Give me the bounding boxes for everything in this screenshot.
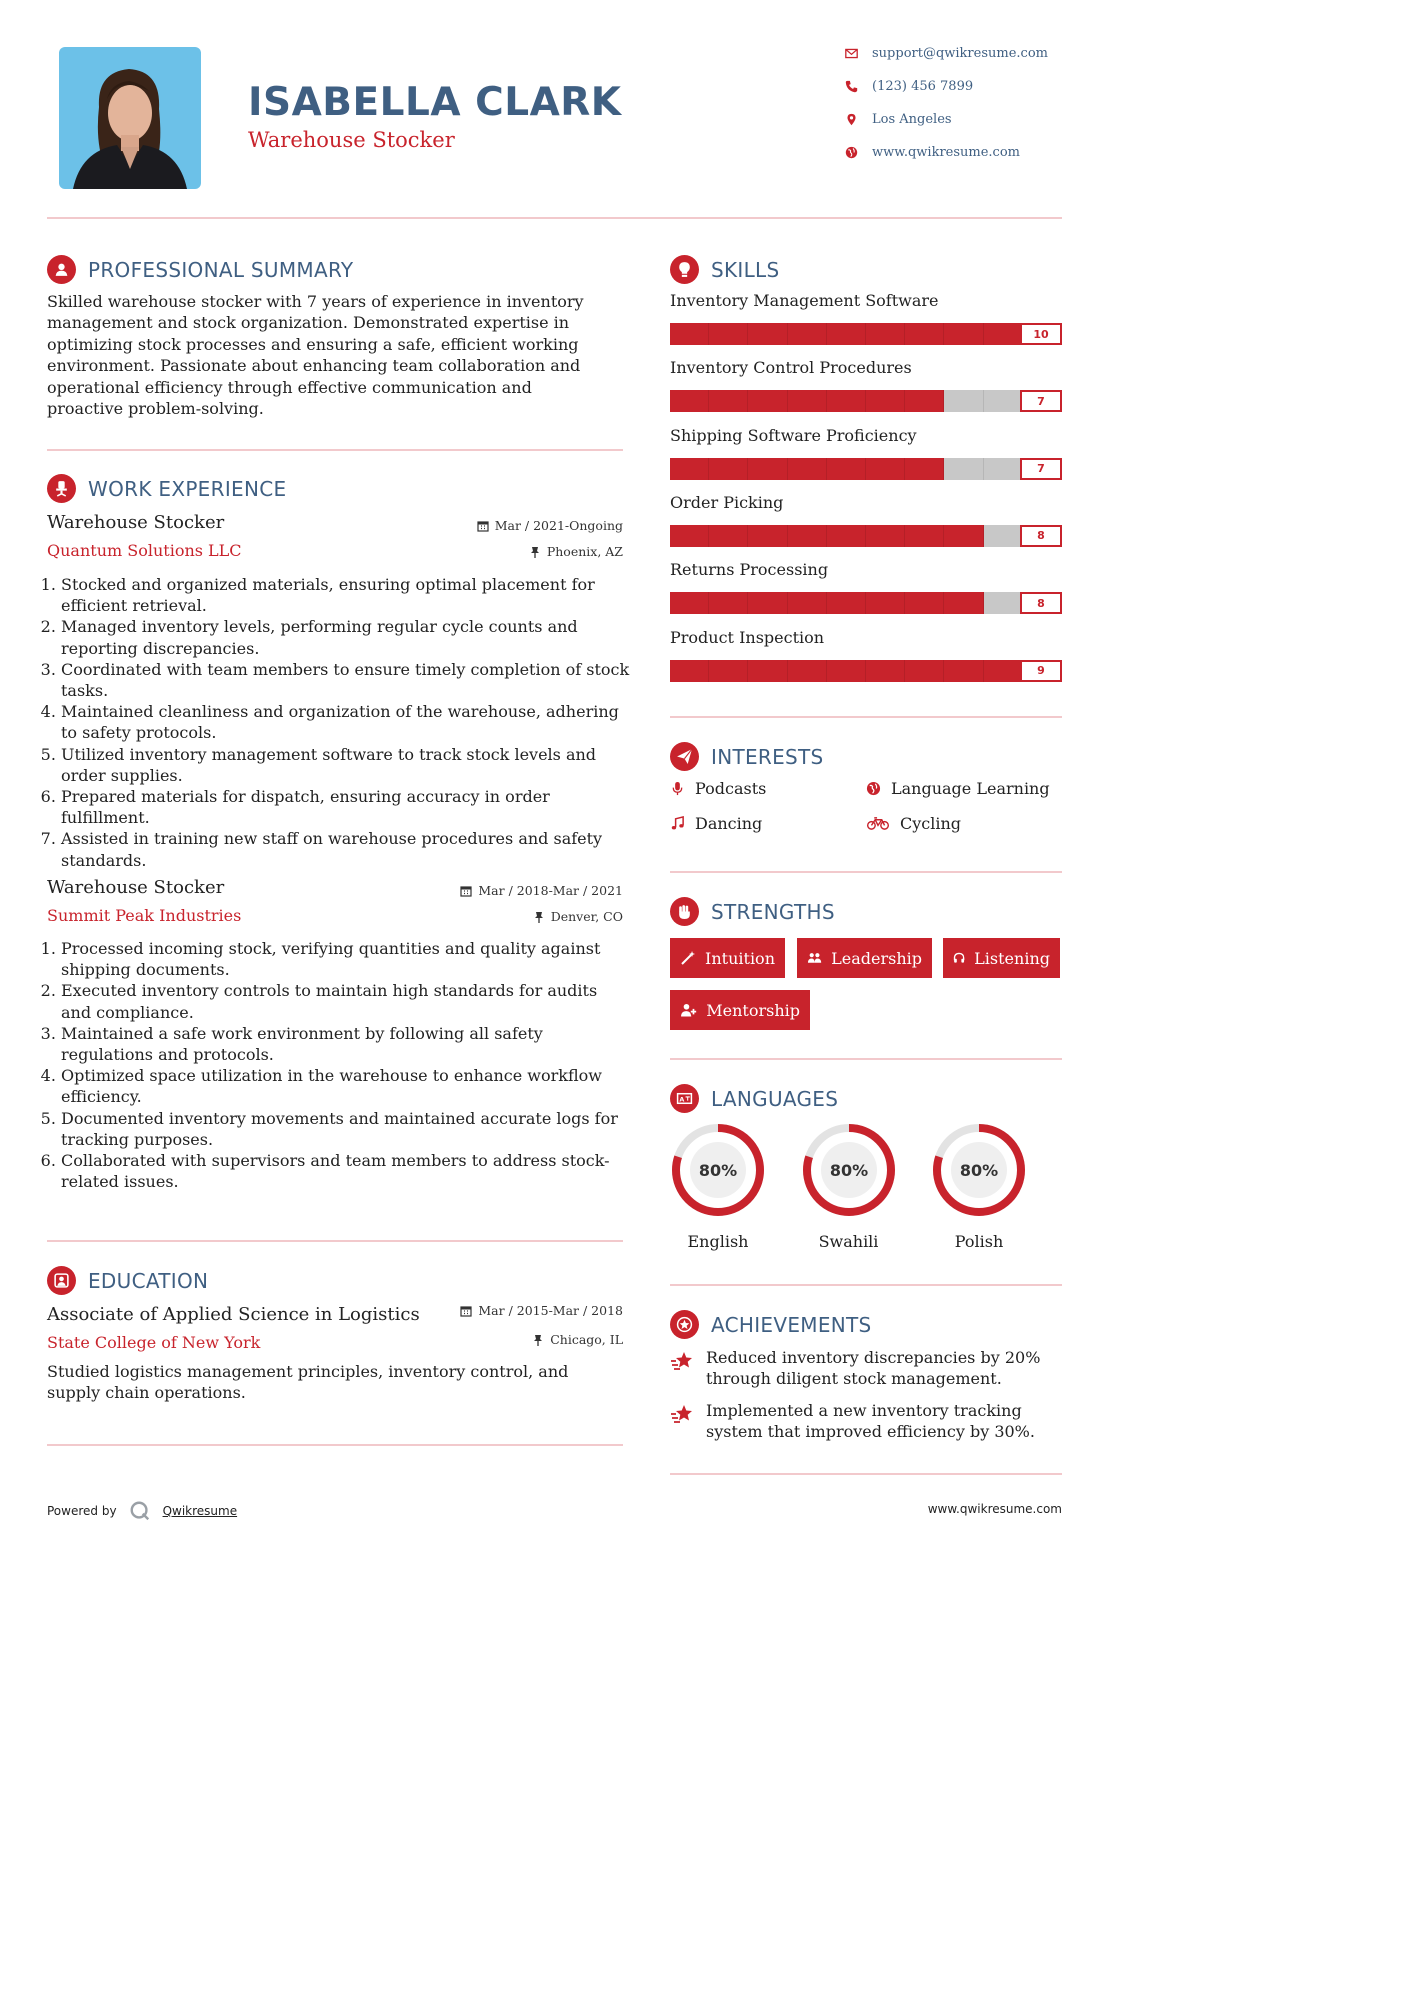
- education-dates-text: Mar / 2015-Mar / 2018: [478, 1303, 623, 1318]
- envelope-icon: [845, 47, 858, 60]
- language-percent: 80%: [829, 1161, 868, 1180]
- strength-chip: [943, 938, 1060, 978]
- interests-heading-text: INTERESTS: [711, 744, 824, 769]
- skill-bar-segment: [709, 660, 748, 682]
- skill-bar-segment: [748, 525, 787, 547]
- list-item: 6. Prepared materials for dispatch, ensuring accuracy in order fulfillment.: [61, 786, 631, 828]
- skill-bar: [670, 660, 1062, 682]
- fist-icon: [670, 897, 699, 926]
- skill-bar-segment: [866, 592, 905, 614]
- star-badge-icon: [670, 1310, 699, 1339]
- education-heading-text: EDUCATION: [88, 1268, 209, 1293]
- education-heading: [47, 1266, 208, 1295]
- list-item: 5. Documented inventory movements and maintained accurate logs for tracking purposes.: [61, 1108, 631, 1150]
- location-pin-icon: [845, 113, 858, 126]
- pushpin-icon: [532, 1334, 544, 1346]
- job-1-company: Quantum Solutions LLC: [47, 541, 242, 560]
- skill-bar-segment: [709, 323, 748, 345]
- skill-bar-segment: [670, 323, 709, 345]
- list-item: 4. Maintained cleanliness and organization of the warehouse, adhering to safety protocols.: [61, 701, 631, 743]
- education-dates: [373, 1303, 623, 1318]
- skill-bar-segment: [788, 660, 827, 682]
- interests-heading: [670, 742, 824, 771]
- list-item: 2. Managed inventory levels, performing regular cycle counts and reporting discrepancies.: [61, 616, 631, 658]
- skill-bar-segment: [827, 660, 866, 682]
- shooting-star-icon: [670, 1349, 696, 1373]
- interest-item: [670, 779, 766, 798]
- skill-bar-segment: [944, 458, 983, 480]
- globe-icon: [845, 146, 858, 159]
- interest-item: [866, 814, 961, 833]
- achievement-text: Reduced inventory discrepancies by 20% through diligent stock management.: [706, 1348, 1041, 1389]
- achievement-item: [670, 1400, 1062, 1443]
- interest-label: Language Learning: [891, 779, 1050, 798]
- music-note-icon: [670, 816, 685, 831]
- strength-chip: [670, 938, 785, 978]
- summary-divider: [47, 449, 623, 451]
- skill-bar-segment: [905, 592, 944, 614]
- bicycle-icon: [866, 816, 890, 831]
- paper-plane-icon: [670, 742, 699, 771]
- skill-bar-segment: [984, 660, 1023, 682]
- language-item: [670, 1122, 766, 1251]
- skills-heading: [670, 255, 780, 284]
- education-description: Studied logistics management principles, inventory control, and supply chain operations.: [47, 1362, 569, 1403]
- skill-bar-segment: [984, 592, 1023, 614]
- skill-level-value: 8: [1020, 592, 1062, 614]
- language-percent: 80%: [959, 1161, 999, 1180]
- user-circle-icon: [47, 255, 76, 284]
- candidate-title: Warehouse Stocker: [248, 128, 455, 152]
- skill-bar-segment: [866, 525, 905, 547]
- skill-bar-segment: [670, 660, 709, 682]
- microphone-icon: [670, 781, 685, 796]
- powered-by-text: Powered by: [47, 1504, 117, 1518]
- interest-item: [866, 779, 1050, 798]
- achievement-item: [670, 1347, 1062, 1390]
- skill-bar-segment: [905, 660, 944, 682]
- skill-bar-segment: [670, 390, 709, 412]
- list-item: 3. Maintained a safe work environment by following all safety regulations and protocols.: [61, 1023, 631, 1065]
- strength-label: Leadership: [831, 948, 922, 968]
- skill-bar: [670, 592, 1062, 614]
- skill-name: Returns Processing: [670, 560, 829, 580]
- skills-heading-text: SKILLS: [711, 257, 780, 282]
- footer-powered-by: [47, 1500, 237, 1522]
- skill-name: Inventory Management Software: [670, 291, 939, 310]
- strength-chip: [670, 990, 810, 1030]
- job-1-location: [373, 544, 623, 559]
- skills-divider: [670, 716, 1062, 718]
- list-item: 3. Coordinated with team members to ensure timely completion of stock tasks.: [61, 659, 631, 701]
- interest-label: Cycling: [900, 814, 962, 833]
- skill-bar-segment: [944, 592, 983, 614]
- job-2-company: Summit Peak Industries: [47, 906, 242, 925]
- education-location-text: Chicago, IL: [550, 1332, 623, 1347]
- calendar-icon: [460, 885, 472, 897]
- language-ring: [670, 1122, 766, 1218]
- skill-name: Product Inspection: [670, 627, 825, 647]
- interests-divider: [670, 871, 1062, 873]
- skill-level-value: 9: [1020, 660, 1062, 682]
- skill-bar-segment: [709, 592, 748, 614]
- qwikresume-logo-icon: [129, 1500, 151, 1522]
- skill-bar-segment: [748, 390, 787, 412]
- job-2-duties: [47, 938, 631, 1192]
- office-chair-icon: [47, 474, 76, 503]
- skill-bar-segment: [827, 458, 866, 480]
- experience-heading-text: WORK EXPERIENCE: [88, 476, 287, 501]
- translate-icon: [670, 1084, 699, 1113]
- skill-bar-segment: [788, 458, 827, 480]
- skill-name: Inventory Control Procedures: [670, 358, 912, 378]
- summary-heading: [47, 255, 353, 284]
- skill-bar-segment: [748, 458, 787, 480]
- job-2-role: Warehouse Stocker: [47, 877, 225, 898]
- skill-bar-segment: [905, 458, 944, 480]
- language-item: [801, 1122, 897, 1251]
- contact-website-text: www.qwikresume.com: [872, 145, 1020, 160]
- job-2-location: [373, 909, 623, 924]
- skill-bar-segment: [709, 390, 748, 412]
- language-ring: [931, 1122, 1027, 1218]
- language-name: Swahili: [818, 1232, 879, 1251]
- contact-location-text: Los Angeles: [872, 112, 952, 127]
- job-1-duties: [47, 574, 631, 871]
- job-2-location-text: Denver, CO: [550, 909, 623, 924]
- globe-icon: [866, 781, 881, 796]
- languages-divider: [670, 1284, 1062, 1286]
- calendar-icon: [477, 520, 489, 532]
- education-degree: Associate of Applied Science in Logistics: [47, 1304, 420, 1325]
- list-item: 7. Assisted in training new staff on warehouse procedures and safety standards.: [61, 828, 631, 870]
- skill-bar-segment: [827, 525, 866, 547]
- language-name: English: [687, 1232, 749, 1251]
- contact-phone-text: (123) 456 7899: [872, 79, 974, 94]
- list-item: 2. Executed inventory controls to maintain high standards for audits and compliance.: [61, 980, 631, 1022]
- interest-item: [670, 814, 762, 833]
- skill-bar: [670, 525, 1062, 547]
- language-ring: [801, 1122, 897, 1218]
- skill-bar-segment: [788, 323, 827, 345]
- skill-bar-segment: [984, 458, 1023, 480]
- skill-bar-segment: [709, 525, 748, 547]
- job-2-dates: [373, 883, 623, 898]
- achievement-text: Implemented a new inventory tracking system that improved efficiency by 30%.: [706, 1401, 1035, 1442]
- skill-bar-segment: [788, 525, 827, 547]
- skill-bar-segment: [670, 525, 709, 547]
- achievements-heading: [670, 1310, 872, 1339]
- education-divider: [47, 1444, 623, 1446]
- skill-bar-segment: [944, 390, 983, 412]
- job-1-dates: [373, 518, 623, 533]
- strength-label: Intuition: [705, 948, 775, 968]
- pushpin-icon: [529, 546, 541, 558]
- contact-website[interactable]: [845, 145, 1020, 160]
- skill-bar-segment: [788, 390, 827, 412]
- strength-label: Listening: [974, 948, 1050, 968]
- skill-bar: [670, 323, 1062, 345]
- skill-bar-segment: [788, 592, 827, 614]
- skill-bar-segment: [944, 660, 983, 682]
- list-item: 4. Optimized space utilization in the warehouse to enhance workflow efficiency.: [61, 1065, 631, 1107]
- skill-bar-segment: [866, 458, 905, 480]
- skill-bar: [670, 390, 1062, 412]
- skill-bar-segment: [866, 390, 905, 412]
- svg-text:A: A: [679, 1095, 685, 1104]
- language-item: [931, 1122, 1027, 1251]
- lightbulb-icon: [670, 255, 699, 284]
- skill-name: Shipping Software Proficiency: [670, 425, 917, 445]
- list-item: 1. Stocked and organized materials, ensuring optimal placement for efficient retrieval.: [61, 574, 631, 616]
- job-1-role: Warehouse Stocker: [47, 512, 225, 533]
- job-2-dates-text: Mar / 2018-Mar / 2021: [478, 883, 623, 898]
- interest-label: Podcasts: [695, 779, 767, 798]
- list-item: 1. Processed incoming stock, verifying quantities and quality against shipping documents.: [61, 938, 631, 980]
- skill-bar-segment: [827, 323, 866, 345]
- list-item: 6. Collaborated with supervisors and team members to address stock-related issues.: [61, 1150, 631, 1192]
- user-plus-icon: [680, 1001, 697, 1019]
- job-1-dates-text: Mar / 2021-Ongoing: [494, 518, 623, 533]
- skill-bar-segment: [905, 390, 944, 412]
- achievements-heading-text: ACHIEVEMENTS: [711, 1312, 872, 1337]
- pushpin-icon: [533, 911, 545, 923]
- headphones-icon: [953, 949, 965, 967]
- header-divider: [47, 217, 1062, 219]
- skill-bar-segment: [984, 323, 1023, 345]
- contact-email-text: support@qwikresume.com: [872, 46, 1048, 61]
- shooting-star-icon: [670, 1402, 696, 1426]
- interest-label: Dancing: [695, 814, 763, 833]
- skill-level-value: 10: [1020, 323, 1062, 345]
- skill-bar: [670, 458, 1062, 480]
- magic-wand-icon: [680, 949, 696, 967]
- skill-bar-segment: [866, 660, 905, 682]
- strength-chip: [797, 938, 932, 978]
- skill-bar-segment: [748, 323, 787, 345]
- contact-location: [845, 112, 952, 127]
- skill-level-value: 8: [1020, 525, 1062, 547]
- skill-bar-segment: [748, 660, 787, 682]
- skill-bar-segment: [827, 592, 866, 614]
- education-school: State College of New York: [47, 1333, 261, 1352]
- skill-bar-segment: [670, 458, 709, 480]
- calendar-icon: [460, 1305, 472, 1317]
- experience-divider: [47, 1240, 623, 1242]
- education-location: [373, 1332, 623, 1347]
- skill-bar-segment: [748, 592, 787, 614]
- languages-heading-text: LANGUAGES: [711, 1086, 839, 1111]
- skill-level-value: 7: [1020, 390, 1062, 412]
- strengths-divider: [670, 1058, 1062, 1060]
- language-percent: 80%: [698, 1161, 738, 1180]
- strength-label: Mentorship: [706, 1000, 800, 1020]
- skill-name: Order Picking: [670, 492, 784, 512]
- languages-heading: [670, 1084, 838, 1113]
- language-name: Polish: [954, 1232, 1004, 1251]
- skill-bar-segment: [905, 525, 944, 547]
- skill-level-value: 7: [1020, 458, 1062, 480]
- strengths-heading-text: STRENGTHS: [711, 899, 835, 924]
- graduate-icon: [47, 1266, 76, 1295]
- brand-link[interactable]: Qwikresume: [162, 1504, 238, 1518]
- experience-heading: [47, 474, 286, 503]
- skill-bar-segment: [827, 390, 866, 412]
- skill-bar-segment: [670, 592, 709, 614]
- skill-bar-segment: [709, 458, 748, 480]
- candidate-name: ISABELLA CLARK: [248, 80, 622, 125]
- skill-bar-segment: [984, 525, 1023, 547]
- job-1-location-text: Phoenix, AZ: [546, 544, 623, 559]
- skill-bar-segment: [905, 323, 944, 345]
- skill-bar-segment: [984, 390, 1023, 412]
- summary-heading-text: PROFESSIONAL SUMMARY: [88, 257, 354, 282]
- profile-photo: [59, 47, 201, 189]
- skill-bar-segment: [866, 323, 905, 345]
- list-item: 5. Utilized inventory management software to track stock levels and order supplies.: [61, 744, 631, 786]
- skill-bar-segment: [944, 323, 983, 345]
- summary-text: Skilled warehouse stocker with 7 years of experience in inventory management and stock organization. Demonstrated expertise in optimizing stock processes and ensuring a safe, efficient working environment. Passionate about enhancing team collaboration and operational efficiency through effective communication and proactive problem-solving.: [47, 292, 584, 419]
- contact-email[interactable]: [845, 46, 1048, 61]
- skill-bar-segment: [944, 525, 983, 547]
- achievements-divider: [670, 1473, 1062, 1475]
- contact-phone[interactable]: [845, 79, 973, 94]
- phone-icon: [845, 80, 858, 93]
- footer-url[interactable]: www.qwikresume.com: [927, 1502, 1062, 1516]
- strengths-heading: [670, 897, 835, 926]
- users-icon: [807, 949, 822, 967]
